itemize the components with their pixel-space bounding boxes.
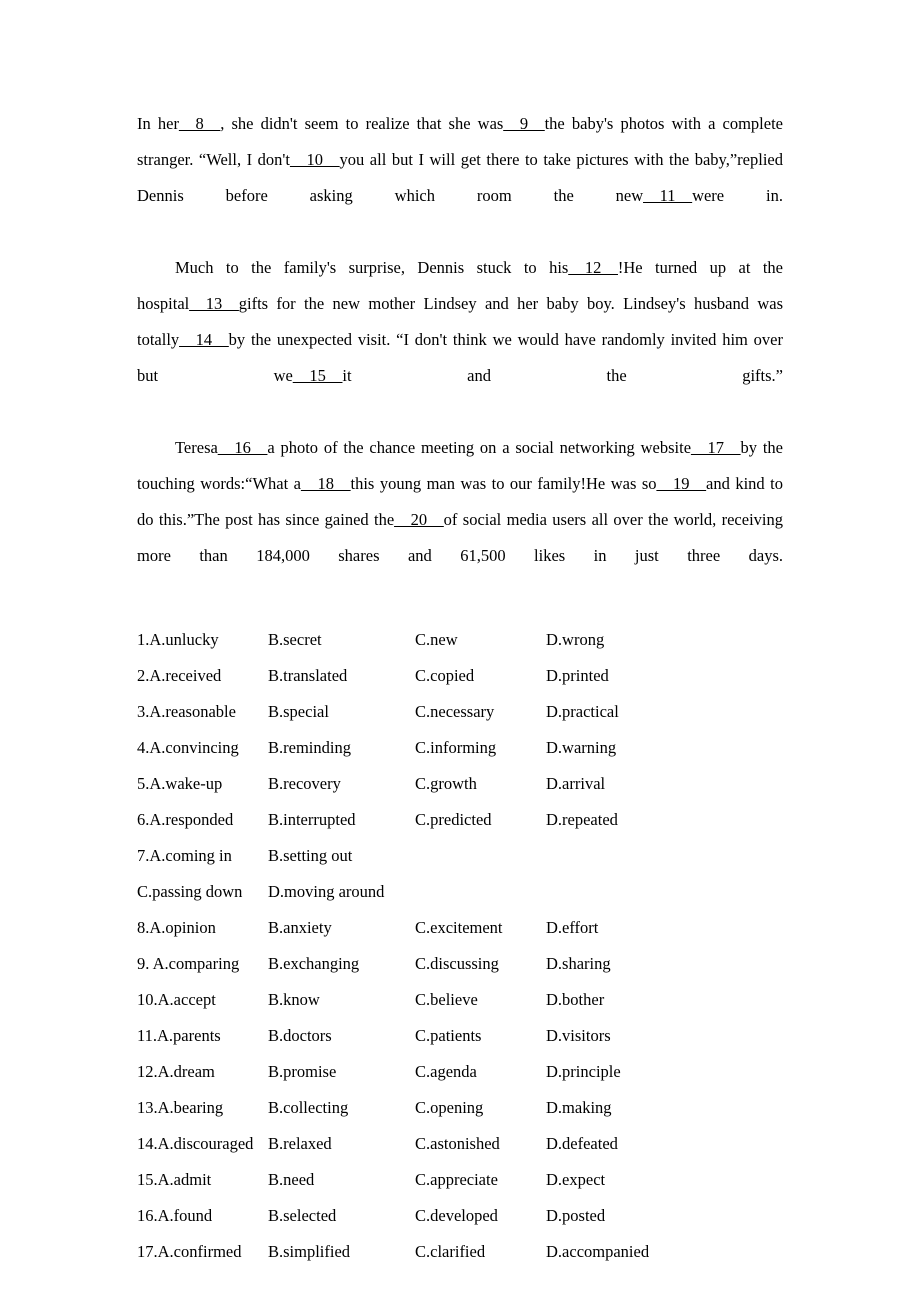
option-row bbox=[137, 766, 783, 802]
answer-blank[interactable]: __14__ bbox=[179, 330, 229, 349]
option-number: 6. bbox=[137, 810, 150, 829]
answer-blank[interactable]: __8__ bbox=[178, 114, 221, 133]
option-choice-a[interactable] bbox=[137, 1018, 221, 1054]
option-choice-b[interactable]: B.translated bbox=[268, 666, 348, 685]
option-label-a: A.admit bbox=[157, 1170, 212, 1189]
option-choice-a[interactable] bbox=[137, 1198, 212, 1234]
answer-blank[interactable]: __10__ bbox=[290, 150, 340, 169]
option-choice-d[interactable]: D.warning bbox=[546, 738, 617, 757]
option-number: 4. bbox=[137, 738, 150, 757]
answer-blank[interactable]: __18__ bbox=[301, 474, 351, 493]
option-choice-a[interactable] bbox=[137, 838, 232, 874]
option-choice-a[interactable] bbox=[137, 1234, 241, 1270]
option-number: 1. bbox=[137, 630, 150, 649]
passage-text: !He turned up at the hospital bbox=[137, 258, 783, 313]
passage-text: by the touching words:“What a bbox=[137, 438, 783, 493]
option-number: 16. bbox=[137, 1206, 158, 1225]
option-choice-a[interactable] bbox=[137, 1090, 223, 1126]
option-row bbox=[137, 1234, 783, 1270]
option-row bbox=[137, 802, 783, 838]
option-row bbox=[137, 1162, 783, 1198]
option-choice-b[interactable]: B.exchanging bbox=[268, 954, 360, 973]
passage-text: it and the gifts.” bbox=[342, 366, 783, 385]
option-choice-a[interactable] bbox=[137, 766, 222, 802]
option-choice-d[interactable]: D.visitors bbox=[546, 1026, 611, 1045]
option-choice-c[interactable]: C.excitement bbox=[415, 918, 503, 937]
passage-text: the baby's photos with a complete stranger. “Well, I don't bbox=[137, 114, 783, 169]
option-row bbox=[137, 982, 783, 1018]
option-choice-b[interactable]: B.selected bbox=[268, 1206, 337, 1225]
option-choice-b[interactable]: B.relaxed bbox=[268, 1134, 332, 1153]
answer-blank[interactable]: __20__ bbox=[394, 510, 444, 529]
option-choice-b[interactable]: B.know bbox=[268, 990, 320, 1009]
option-row-continued bbox=[137, 874, 783, 910]
option-choice-d[interactable]: D.printed bbox=[546, 666, 609, 685]
option-choice-c[interactable]: C.discussing bbox=[415, 954, 499, 973]
option-label-a: A.dream bbox=[157, 1062, 215, 1081]
answer-blank[interactable]: __9__ bbox=[503, 114, 545, 133]
option-choice-b[interactable]: B.recovery bbox=[268, 774, 341, 793]
passage-text: gifts for the new mother Lindsey and her baby boy. Lindsey's husband was totally bbox=[137, 294, 783, 349]
option-row bbox=[137, 838, 783, 874]
answer-blank[interactable]: __11__ bbox=[643, 186, 693, 205]
option-choice-d[interactable]: D.principle bbox=[546, 1062, 621, 1081]
option-choice-a[interactable] bbox=[137, 1054, 215, 1090]
passage-text: you all but I will get there to take pictures with the baby,”replied Dennis before asking which room the new bbox=[137, 150, 783, 205]
option-choice-d[interactable]: D.defeated bbox=[546, 1134, 618, 1153]
option-choice-b[interactable]: B.secret bbox=[268, 630, 322, 649]
option-label-a: A.unlucky bbox=[149, 630, 219, 649]
option-row bbox=[137, 658, 783, 694]
option-choice-a[interactable] bbox=[137, 694, 236, 730]
document-page bbox=[137, 106, 783, 1270]
option-choice-d[interactable]: D.accompanied bbox=[546, 1242, 650, 1261]
option-choice-c[interactable]: C.agenda bbox=[415, 1062, 477, 1081]
option-choice-d[interactable]: D.arrival bbox=[546, 774, 606, 793]
option-label-a: A.found bbox=[157, 1206, 213, 1225]
option-number: 12. bbox=[137, 1062, 158, 1081]
option-choice-d[interactable]: D.effort bbox=[546, 918, 599, 937]
option-row bbox=[137, 910, 783, 946]
option-choice-b[interactable]: B.special bbox=[268, 702, 329, 721]
option-choice-b[interactable]: B.setting out bbox=[268, 846, 353, 865]
option-choice-c[interactable]: C.growth bbox=[415, 774, 477, 793]
option-label-a: A.confirmed bbox=[157, 1242, 242, 1261]
option-choice-d[interactable]: D.expect bbox=[546, 1170, 606, 1189]
option-number: 9. bbox=[137, 954, 153, 973]
option-row bbox=[137, 946, 783, 982]
option-choice-c[interactable]: C.informing bbox=[415, 738, 497, 757]
option-number: 10. bbox=[137, 990, 158, 1009]
option-choice-b[interactable]: B.doctors bbox=[268, 1026, 332, 1045]
option-choice-b[interactable]: B.interrupted bbox=[268, 810, 356, 829]
option-row bbox=[137, 622, 783, 658]
option-label-a: A.bearing bbox=[157, 1098, 224, 1117]
option-choice-a[interactable] bbox=[137, 982, 216, 1018]
answer-blank[interactable]: __16__ bbox=[217, 438, 268, 457]
passage-text: In her bbox=[137, 114, 179, 133]
option-number: 17. bbox=[137, 1242, 158, 1261]
option-label-a: A.responded bbox=[149, 810, 234, 829]
passage-text: and kind to do this.”The post has since gained the bbox=[137, 474, 783, 529]
answer-blank[interactable]: __19__ bbox=[656, 474, 707, 493]
option-number: 3. bbox=[137, 702, 150, 721]
passage-text: a photo of the chance meeting on a social networking website bbox=[267, 438, 692, 457]
option-choice-a[interactable] bbox=[137, 622, 219, 658]
option-choice-a[interactable] bbox=[137, 946, 239, 982]
option-label-a: A.discouraged bbox=[157, 1134, 254, 1153]
option-row bbox=[137, 1198, 783, 1234]
option-choice-d[interactable]: D.moving around bbox=[268, 882, 385, 901]
option-choice-d[interactable]: D.bother bbox=[546, 990, 605, 1009]
answer-blank[interactable]: __17__ bbox=[691, 438, 741, 457]
option-number: 15. bbox=[137, 1170, 158, 1189]
answer-blank[interactable]: __15__ bbox=[292, 366, 343, 385]
option-choice-b[interactable]: B.need bbox=[268, 1170, 315, 1189]
option-choice-c[interactable]: C.new bbox=[415, 630, 458, 649]
option-label-a: A.comparing bbox=[152, 954, 240, 973]
option-choice-c[interactable]: C.believe bbox=[415, 990, 478, 1009]
option-choice-c[interactable]: C.passing down bbox=[137, 882, 243, 901]
option-choice-b[interactable]: B.reminding bbox=[268, 738, 351, 757]
option-choice-a[interactable] bbox=[137, 1162, 211, 1198]
option-label-a: A.coming in bbox=[149, 846, 232, 865]
option-choice-c[interactable]: C.astonished bbox=[415, 1134, 500, 1153]
option-number: 8. bbox=[137, 918, 150, 937]
option-label-a: A.accept bbox=[157, 990, 216, 1009]
option-number: 5. bbox=[137, 774, 150, 793]
option-choice-d[interactable]: D.practical bbox=[546, 702, 619, 721]
passage-paragraph bbox=[137, 250, 783, 430]
option-choice-b[interactable]: B.simplified bbox=[268, 1242, 351, 1261]
option-choice-c[interactable]: C.predicted bbox=[415, 810, 492, 829]
option-label-a: A.opinion bbox=[149, 918, 216, 937]
option-choice-b[interactable]: B.collecting bbox=[268, 1098, 349, 1117]
option-number: 11. bbox=[137, 1026, 158, 1045]
answer-blank[interactable]: __12__ bbox=[568, 258, 618, 277]
option-number: 13. bbox=[137, 1098, 158, 1117]
option-choice-c[interactable]: C.copied bbox=[415, 666, 475, 685]
option-row bbox=[137, 1090, 783, 1126]
option-choice-c[interactable]: C.opening bbox=[415, 1098, 484, 1117]
option-label-a: A.parents bbox=[157, 1026, 221, 1045]
option-choice-b[interactable]: B.anxiety bbox=[268, 918, 332, 937]
option-choice-d[interactable]: D.repeated bbox=[546, 810, 618, 829]
option-row bbox=[137, 694, 783, 730]
option-label-a: A.reasonable bbox=[149, 702, 236, 721]
option-choice-b[interactable]: B.promise bbox=[268, 1062, 337, 1081]
option-number: 2. bbox=[137, 666, 150, 685]
option-label-a: A.wake-up bbox=[149, 774, 223, 793]
passage-text: Teresa bbox=[175, 438, 218, 457]
option-choice-c[interactable]: C.patients bbox=[415, 1026, 482, 1045]
option-choice-d[interactable]: D.posted bbox=[546, 1206, 606, 1225]
option-number: 14. bbox=[137, 1134, 158, 1153]
passage-text: were in. bbox=[692, 186, 783, 205]
option-label-a: A.received bbox=[149, 666, 222, 685]
option-choice-a[interactable] bbox=[137, 1126, 253, 1162]
option-choice-a[interactable] bbox=[137, 802, 233, 838]
option-label-a: A.convincing bbox=[149, 738, 239, 757]
option-choice-c[interactable]: C.appreciate bbox=[415, 1170, 498, 1189]
option-row bbox=[137, 1018, 783, 1054]
option-choice-d[interactable]: D.wrong bbox=[546, 630, 605, 649]
option-choice-d[interactable]: D.making bbox=[546, 1098, 612, 1117]
option-choice-c[interactable]: C.clarified bbox=[415, 1242, 486, 1261]
passage-text: , she didn't seem to realize that she was bbox=[220, 114, 504, 133]
option-row bbox=[137, 1126, 783, 1162]
option-row bbox=[137, 730, 783, 766]
passage-body bbox=[137, 106, 783, 610]
option-choice-c[interactable]: C.necessary bbox=[415, 702, 495, 721]
option-choice-d[interactable]: D.sharing bbox=[546, 954, 611, 973]
passage-text: this young man was to our family!He was so bbox=[350, 474, 657, 493]
option-number: 7. bbox=[137, 846, 150, 865]
passage-text: of social media users all over the world, receiving more than 184,000 shares and 61,500 likes in just three days. bbox=[137, 510, 784, 565]
option-choice-a[interactable] bbox=[137, 658, 221, 694]
answer-blank[interactable]: __13__ bbox=[189, 294, 239, 313]
options-list bbox=[137, 622, 783, 1270]
option-row bbox=[137, 1054, 783, 1090]
option-choice-a[interactable] bbox=[137, 910, 216, 946]
passage-paragraph bbox=[137, 430, 783, 610]
passage-text: by the unexpected visit. “I don't think we would have randomly invited him over but we bbox=[137, 330, 783, 385]
passage-text: Much to the family's surprise, Dennis stuck to his bbox=[175, 258, 569, 277]
passage-paragraph bbox=[137, 106, 783, 250]
option-choice-a[interactable] bbox=[137, 730, 239, 766]
option-choice-c[interactable]: C.developed bbox=[415, 1206, 498, 1225]
